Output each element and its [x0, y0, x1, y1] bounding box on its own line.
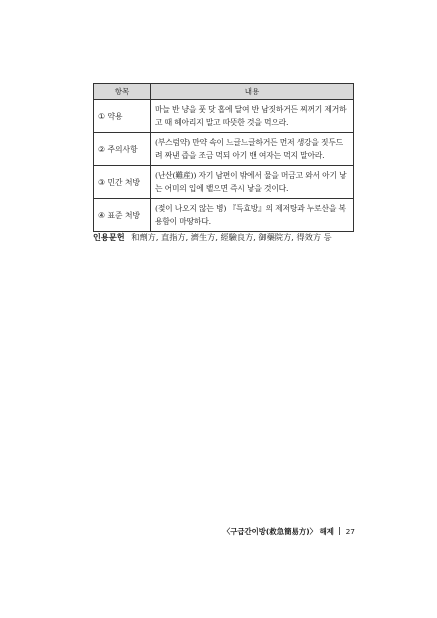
page-number: 27: [345, 527, 355, 536]
row-content: (부스럼약) 만약 속이 느글느글하거든 먼저 생강을 짓두드려 짜낸 즙을 조금 먹되 아기 밴 여자는 먹지 말아라.: [151, 133, 354, 166]
references-label: 인용문헌: [93, 232, 125, 242]
row-content: (젖이 나오지 않는 병) 『득효방』의 제저탕과 누로산을 복용함이 마땅하다.: [151, 199, 354, 232]
table-row: [94, 199, 354, 232]
footer-title: 〈구급간이방(救急簡易方)〉 해제: [222, 527, 334, 536]
table-row: [94, 133, 354, 166]
footer-separator: [339, 527, 340, 535]
page-footer: [223, 526, 355, 537]
row-item: ③ 민간 처방: [94, 166, 151, 199]
references-text: 和劑方, 直指方, 濟生方, 經驗良方, 御藥院方, 得效方 등: [131, 232, 332, 242]
row-item: ① 약용: [94, 100, 151, 133]
header-content: 내용: [151, 84, 354, 100]
row-item: ② 주의사항: [94, 133, 151, 166]
table-row: [94, 100, 354, 133]
references-line: [93, 232, 363, 243]
prescription-table: [93, 83, 354, 232]
row-item: ④ 표준 처방: [94, 199, 151, 232]
table-header-row: [94, 84, 354, 100]
header-item: 항목: [94, 84, 151, 100]
table-row: [94, 166, 354, 199]
row-content: 마늘 반 냥을 풋 닷 홉에 달여 반 남짓하거든 찌꺼기 제거하고 때 헤아리지 말고 따뜻한 것을 먹으라.: [151, 100, 354, 133]
row-content: (난산(難産)) 자기 남편이 밖에서 물을 머금고 와서 아기 낳는 어미의 입에 뱉으면 즉시 낳을 것이다.: [151, 166, 354, 199]
